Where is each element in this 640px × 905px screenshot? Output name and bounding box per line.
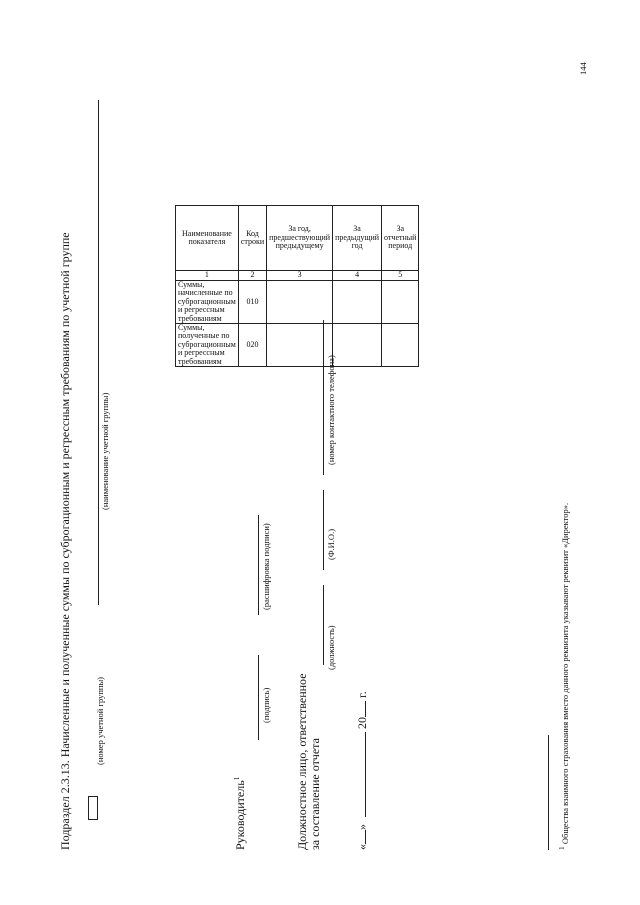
group-name-caption: (наименование учетной группы) bbox=[100, 392, 110, 510]
footnote-mark: 1 bbox=[557, 846, 566, 850]
director-footnote-mark: 1 bbox=[232, 776, 241, 781]
column-number: 3 bbox=[267, 271, 333, 281]
footnote-text: Общества взаимного страхования вместо данного реквизита указывают реквизит «Директор». bbox=[559, 502, 570, 845]
phone-caption: (номер контактного телефона) bbox=[326, 355, 336, 465]
column-number: 4 bbox=[333, 271, 382, 281]
fio-caption: (Ф.И.О.) bbox=[326, 528, 336, 560]
table-header-row bbox=[176, 206, 419, 271]
group-number-box bbox=[88, 796, 98, 820]
signature-line bbox=[258, 655, 259, 740]
column-number: 2 bbox=[238, 271, 266, 281]
header-year-before-previous: За год, предшествующий предыдущему bbox=[267, 206, 333, 271]
row-cell-empty bbox=[382, 323, 419, 366]
phone-line bbox=[323, 320, 324, 475]
page-number: 144 bbox=[578, 62, 588, 75]
row-cell-empty bbox=[382, 281, 419, 324]
fio-line bbox=[323, 490, 324, 570]
position-line bbox=[323, 585, 324, 665]
row-line-code: 020 bbox=[238, 323, 266, 366]
group-number-caption: (номер учетной группы) bbox=[95, 677, 105, 765]
indicators-table bbox=[175, 205, 419, 367]
responsible-line-2: за составление отчета bbox=[308, 738, 322, 850]
group-name-line bbox=[98, 100, 99, 605]
table-column-numbers-row bbox=[176, 271, 419, 281]
header-previous-year: За предыдущий год bbox=[333, 206, 382, 271]
report-date: «» 20 г. bbox=[355, 691, 369, 850]
footnote bbox=[557, 503, 570, 850]
responsible-line-1: Должностное лицо, ответственное bbox=[295, 673, 309, 850]
row-indicator-name: Суммы, начисленные по суброгационным и регрессным требованиям bbox=[176, 281, 239, 324]
position-caption: (должность) bbox=[326, 625, 336, 670]
column-number: 5 bbox=[382, 271, 419, 281]
section-title: Подраздел 2.3.13. Начисленные и полученные суммы по суброгационным и регрессным требованиям по учетной группе bbox=[58, 232, 72, 850]
footnote-separator bbox=[548, 735, 549, 850]
column-number: 1 bbox=[176, 271, 239, 281]
header-indicator-name: Наименование показателя bbox=[176, 206, 239, 271]
row-line-code: 010 bbox=[238, 281, 266, 324]
signature-caption: (подпись) bbox=[261, 687, 271, 723]
header-reporting-period: За отчетный период bbox=[382, 206, 419, 271]
table-row bbox=[176, 323, 419, 366]
table-row bbox=[176, 281, 419, 324]
signature-decoding-line bbox=[258, 515, 259, 615]
signature-decoding-caption: (расшифровка подписи) bbox=[261, 523, 271, 610]
row-cell-empty bbox=[267, 281, 333, 324]
row-indicator-name: Суммы, полученные по суброгационным и регрессным требованиям bbox=[176, 323, 239, 366]
director-label: Руководитель$^1$ bbox=[232, 776, 247, 850]
row-cell-empty bbox=[333, 323, 382, 366]
row-cell-empty bbox=[333, 281, 382, 324]
header-line-code: Код строки bbox=[238, 206, 266, 271]
